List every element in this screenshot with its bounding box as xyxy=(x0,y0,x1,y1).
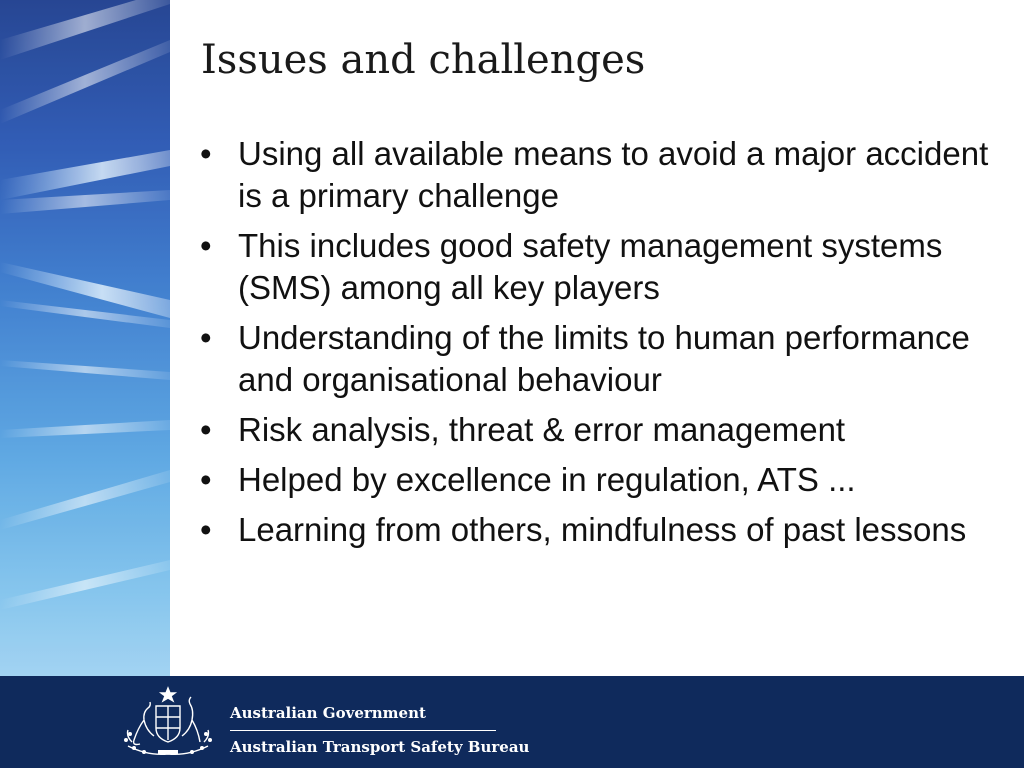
agency-signature xyxy=(230,704,530,756)
bullet-item xyxy=(200,459,1000,501)
bullet-marker: • xyxy=(200,227,212,264)
bullet-text: This includes good safety management systems (SMS) among all key players xyxy=(238,227,943,306)
bullet-marker: • xyxy=(200,135,212,172)
footer-bar xyxy=(0,676,1024,768)
bullet-text: Understanding of the limits to human performance and organisational behaviour xyxy=(238,319,970,398)
bullet-marker: • xyxy=(200,461,212,498)
bullet-item xyxy=(200,409,1000,451)
bullet-text: Learning from others, mindfulness of past lessons xyxy=(238,511,967,548)
commonwealth-coat-of-arms-icon xyxy=(118,684,218,760)
government-name: Australian Government xyxy=(230,704,426,722)
light-streaks-graphic xyxy=(0,0,170,676)
bullet-list xyxy=(200,133,1000,559)
bullet-marker: • xyxy=(200,319,212,356)
slide-title: Issues and challenges xyxy=(201,37,646,83)
agency-divider xyxy=(230,730,496,731)
bullet-text: Risk analysis, threat & error management xyxy=(238,411,846,448)
bullet-item xyxy=(200,225,1000,309)
bullet-item xyxy=(200,509,1000,551)
bullet-marker: • xyxy=(200,511,212,548)
bullet-text: Helped by excellence in regulation, ATS ... xyxy=(238,461,856,498)
agency-name: Australian Transport Safety Bureau xyxy=(230,738,530,756)
bullet-item xyxy=(200,317,1000,401)
bullet-item xyxy=(200,133,1000,217)
bullet-text: Using all available means to avoid a major accident is a primary challenge xyxy=(238,135,989,214)
decorative-light-streaks-panel xyxy=(0,0,170,676)
bullet-marker: • xyxy=(200,411,212,448)
